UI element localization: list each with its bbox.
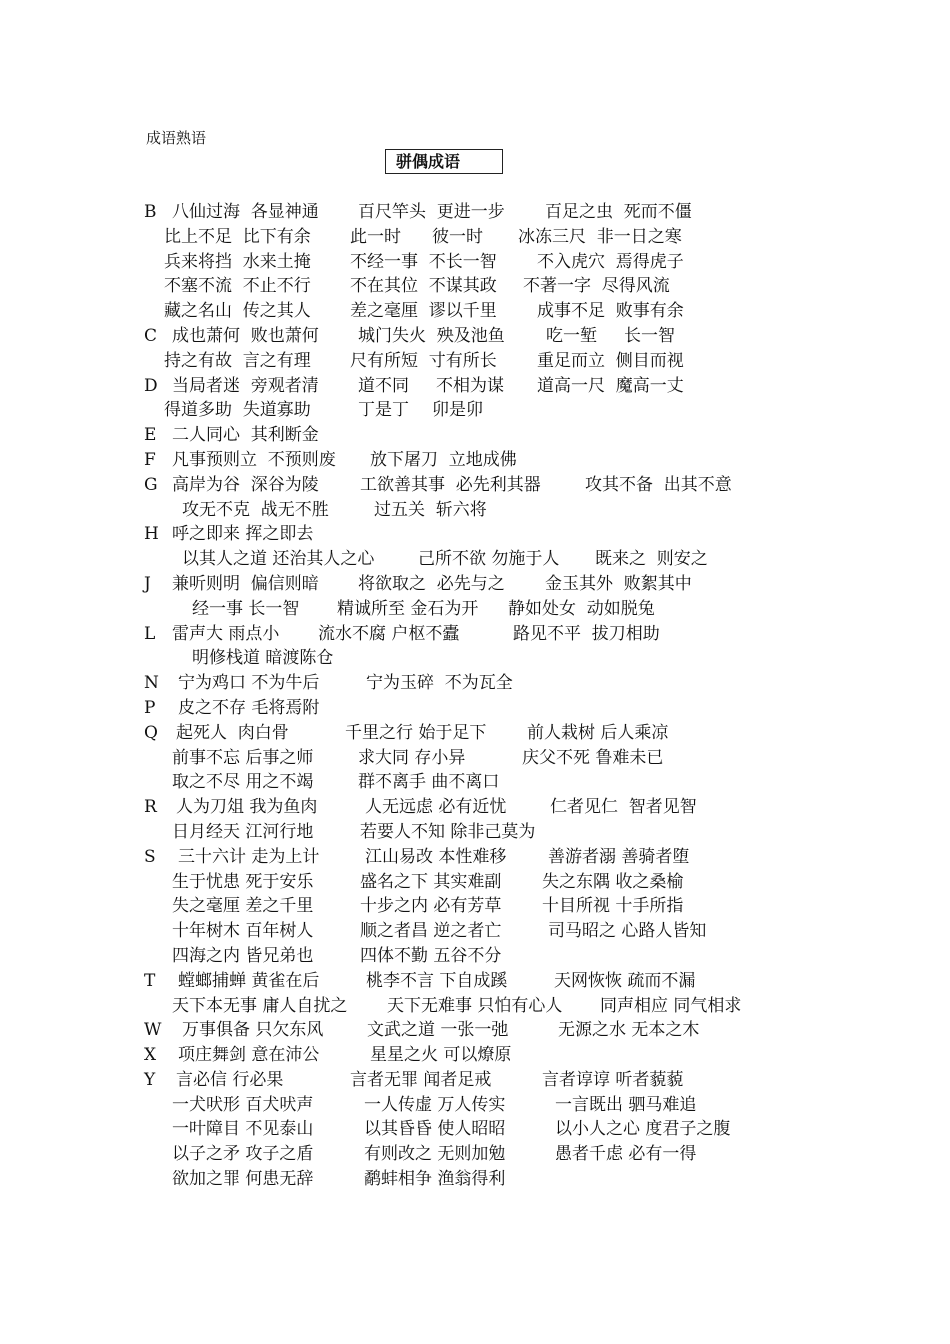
idiom-phrase: 仁者见仁 智者见智 — [550, 797, 697, 818]
idiom-phrase: 皮之不存 毛将焉附 — [178, 697, 320, 718]
idiom-phrase: 文武之道 一张一弛 — [367, 1020, 509, 1041]
idiom-phrase: 差之毫厘 谬以千里 — [350, 301, 497, 322]
idiom-phrase: 不著一字 尽得风流 — [523, 276, 670, 297]
idiom-line — [0, 572, 950, 597]
idiom-phrase: 呼之即来 挥之即去 — [172, 524, 314, 545]
idiom-list — [0, 200, 950, 1192]
idiom-phrase: 城门失火 殃及池鱼 — [358, 325, 505, 346]
idiom-phrase: 以其人之道 还治其人之心 — [182, 549, 375, 570]
idiom-phrase: 长一智 — [624, 325, 675, 346]
idiom-phrase: 比上不足 比下有余 — [164, 226, 311, 247]
idiom-phrase: 当局者迷 旁观者清 — [172, 375, 319, 396]
index-letter: F — [144, 449, 156, 470]
idiom-line — [0, 1093, 950, 1118]
index-letter: Q — [144, 722, 158, 743]
idiom-phrase: 万事俱备 只欠东风 — [182, 1020, 324, 1041]
idiom-phrase: 明修栈道 暗渡陈仓 — [192, 648, 334, 669]
idiom-phrase: 江山易改 本性难移 — [365, 846, 507, 867]
idiom-phrase: 项庄舞剑 意在沛公 — [178, 1045, 320, 1066]
index-letter: Y — [144, 1069, 156, 1090]
idiom-phrase: 以其昏昏 使人昭昭 — [364, 1119, 506, 1140]
idiom-phrase: 四海之内 皆兄弟也 — [172, 945, 314, 966]
idiom-phrase: 成事不足 败事有余 — [537, 301, 684, 322]
index-letter: E — [144, 425, 157, 446]
idiom-phrase: 金玉其外 败絮其中 — [545, 573, 692, 594]
idiom-phrase: 司马昭之 心路人皆知 — [548, 921, 707, 942]
idiom-phrase: 三十六计 走为上计 — [178, 846, 320, 867]
index-letter: H — [144, 524, 159, 545]
idiom-phrase: 生于忧患 死于安乐 — [172, 871, 314, 892]
idiom-phrase: 重足而立 侧目而视 — [537, 350, 684, 371]
idiom-line — [0, 994, 950, 1019]
idiom-line — [0, 398, 950, 423]
index-letter: W — [144, 1020, 162, 1041]
idiom-line — [0, 274, 950, 299]
idiom-phrase: 欲加之罪 何患无辞 — [172, 1169, 314, 1190]
idiom-phrase: 宁为玉碎 不为瓦全 — [366, 673, 513, 694]
idiom-line — [0, 820, 950, 845]
idiom-phrase: 求大同 存小异 — [358, 747, 466, 768]
idiom-phrase: 有则改之 无则加勉 — [364, 1144, 506, 1165]
idiom-phrase: 起死人 肉白骨 — [176, 722, 289, 743]
idiom-phrase: 己所不欲 勿施于人 — [418, 549, 560, 570]
idiom-phrase: 凡事预则立 不预则废 — [172, 449, 336, 470]
idiom-phrase: 尺有所短 寸有所长 — [350, 350, 497, 371]
idiom-phrase: 言者谆谆 听者藐藐 — [542, 1069, 684, 1090]
idiom-line — [0, 696, 950, 721]
idiom-phrase: 攻其不备 出其不意 — [585, 474, 732, 495]
idiom-phrase: 成也萧何 败也萧何 — [172, 325, 319, 346]
index-letter: B — [144, 202, 157, 222]
index-letter: T — [144, 970, 156, 991]
index-letter: X — [144, 1045, 157, 1066]
idiom-line — [0, 1117, 950, 1142]
idiom-phrase: 藏之名山 传之其人 — [164, 301, 311, 322]
idiom-phrase: 既来之 则安之 — [595, 549, 708, 570]
idiom-phrase: 前人栽树 后人乘凉 — [527, 722, 669, 743]
idiom-line — [0, 1068, 950, 1093]
idiom-line — [0, 770, 950, 795]
idiom-phrase: 吃一堑 — [546, 325, 597, 346]
idiom-phrase: 顺之者昌 逆之者亡 — [360, 921, 502, 942]
idiom-line — [0, 498, 950, 523]
idiom-line — [0, 870, 950, 895]
idiom-phrase: 庆父不死 鲁难未已 — [522, 747, 664, 768]
idiom-phrase: 不经一事 不长一智 — [350, 251, 497, 272]
idiom-line — [0, 423, 950, 448]
idiom-line — [0, 1167, 950, 1192]
idiom-phrase: 以子之矛 攻子之盾 — [172, 1144, 314, 1165]
idiom-phrase: 无源之水 无本之木 — [558, 1020, 700, 1041]
idiom-line — [0, 547, 950, 572]
idiom-phrase: 千里之行 始于足下 — [345, 722, 487, 743]
idiom-line — [0, 597, 950, 622]
idiom-phrase: 人为刀俎 我为鱼肉 — [176, 797, 318, 818]
idiom-phrase: 螳螂捕蝉 黄雀在后 — [178, 970, 320, 991]
idiom-phrase: 工欲善其事 必先利其器 — [360, 474, 541, 495]
idiom-line — [0, 944, 950, 969]
idiom-phrase: 失之毫厘 差之千里 — [172, 896, 314, 917]
idiom-phrase: 流水不腐 户枢不蠹 — [318, 623, 460, 644]
idiom-phrase: 雷声大 雨点小 — [172, 623, 280, 644]
idiom-line — [0, 721, 950, 746]
idiom-line — [0, 374, 950, 399]
idiom-line — [0, 1142, 950, 1167]
index-letter: G — [144, 474, 158, 495]
index-letter: C — [144, 325, 158, 346]
title-box — [385, 149, 503, 174]
idiom-phrase: 群不离手 曲不离口 — [358, 772, 500, 793]
idiom-line — [0, 250, 950, 275]
idiom-phrase: 十年树木 百年树人 — [172, 921, 314, 942]
idiom-line — [0, 349, 950, 374]
idiom-phrase: 以小人之心 度君子之腹 — [555, 1119, 731, 1140]
idiom-phrase: 桃李不言 下自成蹊 — [366, 970, 508, 991]
idiom-phrase: 十步之内 必有芳草 — [360, 896, 502, 917]
idiom-phrase: 一犬吠形 百犬吠声 — [172, 1094, 314, 1115]
idiom-line — [0, 1018, 950, 1043]
page-title: 骈偶成语 — [396, 152, 461, 171]
idiom-phrase: 若要人不知 除非己莫为 — [360, 821, 536, 842]
idiom-phrase: 兵来将挡 水来土掩 — [164, 251, 311, 272]
idiom-phrase: 一言既出 驷马难追 — [555, 1094, 697, 1115]
idiom-phrase: 放下屠刀 立地成佛 — [370, 449, 517, 470]
idiom-line — [0, 1043, 950, 1068]
idiom-phrase: 二人同心 其利断金 — [172, 425, 319, 446]
idiom-line — [0, 746, 950, 771]
idiom-phrase: 星星之火 可以燎原 — [370, 1045, 512, 1066]
idiom-line — [0, 200, 950, 225]
idiom-phrase: 百尺竿头 更进一步 — [358, 202, 505, 222]
idiom-phrase: 盛名之下 其实难副 — [360, 871, 502, 892]
idiom-phrase: 天下无难事 只怕有心人 — [387, 995, 563, 1016]
section-header: 成语熟语 — [146, 129, 207, 147]
idiom-line — [0, 622, 950, 647]
idiom-line — [0, 299, 950, 324]
idiom-line — [0, 894, 950, 919]
idiom-phrase: 同声相应 同气相求 — [600, 995, 742, 1016]
idiom-phrase: 经一事 长一智 — [192, 598, 300, 619]
idiom-phrase: 静如处女 动如脱兔 — [508, 598, 655, 619]
idiom-line — [0, 845, 950, 870]
idiom-phrase: 宁为鸡口 不为牛后 — [178, 673, 320, 694]
idiom-phrase: 不塞不流 不止不行 — [164, 276, 311, 297]
idiom-phrase: 百足之虫 死而不僵 — [545, 202, 692, 222]
idiom-phrase: 失之东隅 收之桑榆 — [542, 871, 684, 892]
idiom-phrase: 言者无罪 闻者足戒 — [350, 1069, 492, 1090]
index-letter: J — [144, 573, 151, 594]
idiom-line — [0, 522, 950, 547]
idiom-phrase: 不相为谋 — [436, 375, 504, 396]
idiom-phrase: 卯是卯 — [432, 400, 483, 421]
idiom-phrase: 言必信 行必果 — [176, 1069, 284, 1090]
idiom-phrase: 鹬蚌相争 渔翁得利 — [364, 1169, 506, 1190]
idiom-line — [0, 473, 950, 498]
idiom-phrase: 彼一时 — [432, 226, 483, 247]
idiom-phrase: 道高一尺 魔高一丈 — [537, 375, 684, 396]
idiom-phrase: 十目所视 十手所指 — [542, 896, 684, 917]
idiom-line — [0, 671, 950, 696]
idiom-line — [0, 324, 950, 349]
idiom-phrase: 人无远虑 必有近忧 — [365, 797, 507, 818]
idiom-phrase: 道不同 — [358, 375, 409, 396]
idiom-phrase: 一叶障目 不见泰山 — [172, 1119, 314, 1140]
idiom-line — [0, 969, 950, 994]
idiom-line — [0, 225, 950, 250]
index-letter: L — [144, 623, 156, 644]
idiom-phrase: 不在其位 不谋其政 — [350, 276, 497, 297]
idiom-phrase: 不入虎穴 焉得虎子 — [537, 251, 684, 272]
idiom-phrase: 天网恢恢 疏而不漏 — [554, 970, 696, 991]
idiom-line — [0, 646, 950, 671]
idiom-phrase: 此一时 — [350, 226, 401, 247]
idiom-line — [0, 795, 950, 820]
idiom-line — [0, 448, 950, 473]
index-letter: R — [144, 797, 157, 818]
idiom-phrase: 四体不勤 五谷不分 — [360, 945, 502, 966]
index-letter: S — [144, 846, 156, 867]
index-letter: P — [144, 697, 156, 718]
idiom-phrase: 持之有故 言之有理 — [164, 350, 311, 371]
idiom-phrase: 高岸为谷 深谷为陵 — [172, 474, 319, 495]
idiom-phrase: 精诚所至 金石为开 — [337, 598, 479, 619]
idiom-phrase: 前事不忘 后事之师 — [172, 747, 314, 768]
idiom-phrase: 愚者千虑 必有一得 — [555, 1144, 697, 1165]
idiom-phrase: 八仙过海 各显神通 — [172, 202, 319, 222]
idiom-phrase: 冰冻三尺 非一日之寒 — [518, 226, 682, 247]
idiom-phrase: 天下本无事 庸人自扰之 — [172, 995, 348, 1016]
idiom-phrase: 兼听则明 偏信则暗 — [172, 573, 319, 594]
idiom-phrase: 丁是丁 — [358, 400, 409, 421]
index-letter: N — [144, 673, 159, 694]
idiom-phrase: 得道多助 失道寡助 — [164, 400, 311, 421]
idiom-phrase: 路见不平 拔刀相助 — [513, 623, 660, 644]
idiom-phrase: 一人传虚 万人传实 — [364, 1094, 506, 1115]
idiom-phrase: 善游者溺 善骑者堕 — [548, 846, 690, 867]
idiom-phrase: 过五关 斩六将 — [374, 499, 487, 520]
idiom-phrase: 攻无不克 战无不胜 — [182, 499, 329, 520]
idiom-line — [0, 919, 950, 944]
idiom-phrase: 取之不尽 用之不竭 — [172, 772, 314, 793]
index-letter: D — [144, 375, 158, 396]
idiom-phrase: 将欲取之 必先与之 — [358, 573, 505, 594]
idiom-phrase: 日月经天 江河行地 — [172, 821, 314, 842]
